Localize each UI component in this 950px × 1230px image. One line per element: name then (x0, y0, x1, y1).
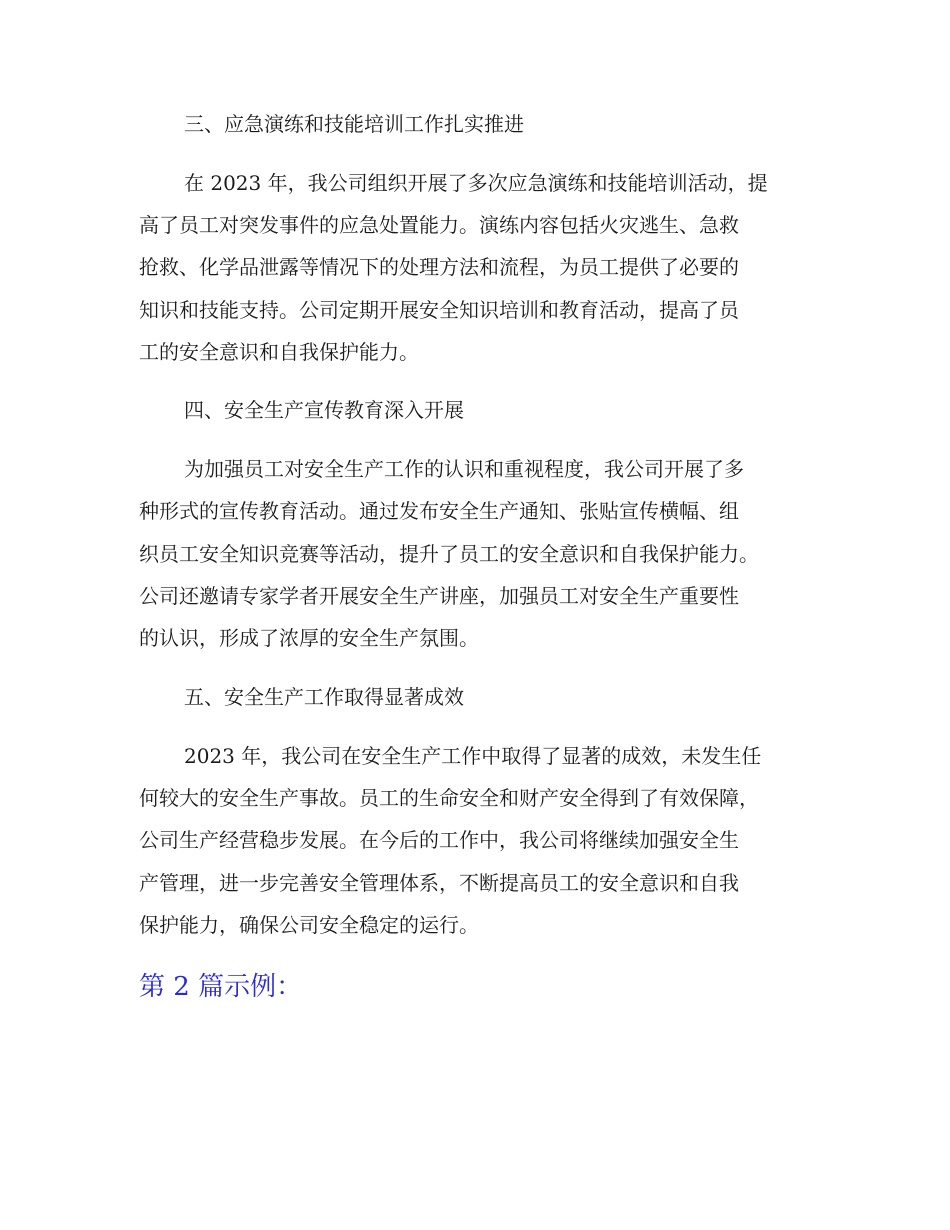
example-title: 第 2 篇示例： (139, 972, 303, 1002)
section-heading-3: 三、应急演练和技能培训工作扎实推进 (184, 112, 524, 136)
paragraph-line: 保护能力，确保公司安全稳定的运行。 (139, 913, 479, 937)
paragraph-line: 抢救、化学品泄露等情况下的处理方法和流程，为员工提供了必要的 (139, 255, 739, 279)
paragraph-line: 在 2023 年，我公司组织开展了多次应急演练和技能培训活动，提 (184, 171, 768, 195)
paragraph-line: 为加强员工对安全生产工作的认识和重视程度，我公司开展了多 (184, 457, 744, 481)
paragraph-line: 织员工安全知识竞赛等活动，提升了员工的安全意识和自我保护能力。 (139, 542, 759, 566)
paragraph-line: 公司还邀请专家学者开展安全生产讲座，加强员工对安全生产重要性 (139, 584, 739, 608)
paragraph-line: 公司生产经营稳步发展。在今后的工作中，我公司将继续加强安全生 (139, 828, 739, 852)
paragraph-line: 工的安全意识和自我保护能力。 (139, 340, 419, 364)
paragraph-line: 知识和技能支持。公司定期开展安全知识培训和教育活动，提高了员 (139, 298, 739, 322)
paragraph-line: 产管理，进一步完善安全管理体系，不断提高员工的安全意识和自我 (139, 871, 739, 895)
paragraph-line: 高了员工对突发事件的应急处置能力。演练内容包括火灾逃生、急救 (139, 213, 739, 237)
section-heading-4: 四、安全生产宣传教育深入开展 (184, 398, 464, 422)
section-heading-5: 五、安全生产工作取得显著成效 (184, 685, 464, 709)
paragraph-line: 种形式的宣传教育活动。通过发布安全生产通知、张贴宣传横幅、组 (139, 499, 739, 523)
paragraph-line: 的认识，形成了浓厚的安全生产氛围。 (139, 626, 479, 650)
paragraph-line: 何较大的安全生产事故。员工的生命安全和财产安全得到了有效保障， (139, 786, 759, 810)
paragraph-line: 2023 年，我公司在安全生产工作中取得了显著的成效，未发生任 (184, 744, 762, 768)
